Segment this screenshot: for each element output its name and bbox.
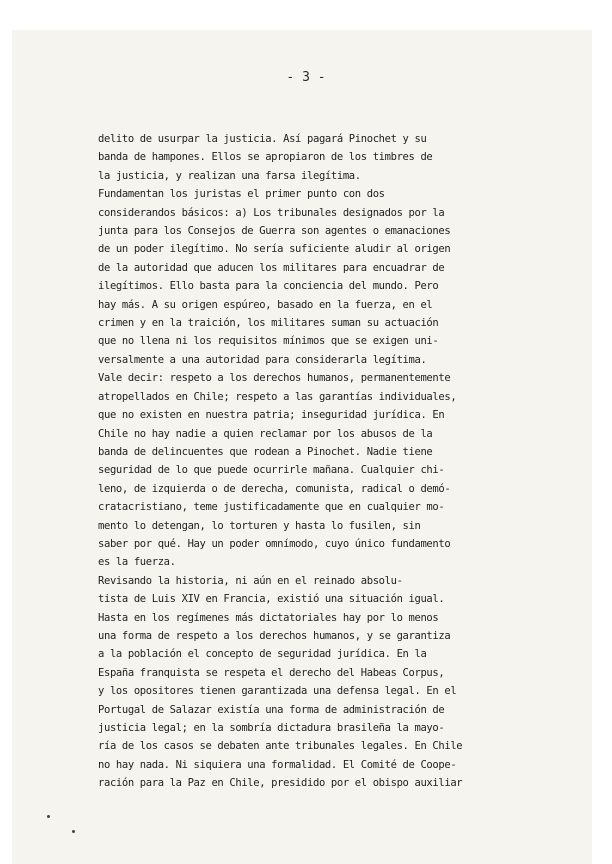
text-line: de un poder ilegítimo. No sería suficiente aludir al origen bbox=[98, 243, 451, 256]
text-line: considerandos básicos: a) Los tribunales designados por la bbox=[98, 206, 445, 219]
text-line: la justicia, y realizan una farsa ilegítima. bbox=[98, 169, 361, 182]
text-line: Vale decir: respeto a los derechos humanos, permanentemente bbox=[98, 372, 451, 385]
text-line: junta para los Consejos de Guerra son agentes o emanaciones bbox=[98, 225, 451, 238]
text-line: mento lo detengan, lo torturen y hasta lo fusilen, sin bbox=[98, 519, 421, 532]
text-line: justicia legal; en la sombría dictadura brasileña la mayo- bbox=[98, 722, 445, 734]
scan-speck bbox=[72, 830, 75, 833]
text-line: España franquista se respeta el derecho del Habeas Corpus, bbox=[98, 666, 445, 679]
text-line: hay más. A su origen espúreo, basado en la fuerza, en el bbox=[98, 298, 433, 311]
text-line: de la autoridad que aducen los militares para encuadrar de bbox=[98, 261, 445, 274]
text-line: a la población el concepto de seguridad jurídica. En la bbox=[98, 648, 427, 661]
text-line: saber por qué. Hay un poder omnímodo, cuyo único fundamento bbox=[98, 537, 451, 550]
text-line: banda de hampones. Ellos se apropiaron de los timbres de bbox=[98, 151, 433, 164]
text-line: Chile no hay nadie a quien reclamar por los abusos de la bbox=[98, 427, 433, 440]
text-line: es la fuerza. bbox=[98, 556, 176, 569]
text-line: Portugal de Salazar existía una forma de administración de bbox=[98, 703, 445, 716]
text-line: que no llena ni los requisitos mínimos que se exigen uni- bbox=[98, 335, 439, 348]
text-line: seguridad de lo que puede ocurrirle mañana. Cualquier chi- bbox=[98, 464, 445, 477]
text-line: ración para la Paz en Chile, presidido por el obispo auxiliar bbox=[98, 777, 463, 790]
text-line: delito de usurpar la justicia. Así pagará Pinochet y su bbox=[98, 133, 427, 145]
text-line: crimen y en la traición, los militares suman su actuación bbox=[98, 317, 439, 330]
text-line: versalmente a una autoridad para considerarla legítima. bbox=[98, 353, 427, 366]
text-line: no hay nada. Ni siquiera una formalidad. El Comité de Coope- bbox=[98, 758, 457, 771]
text-line: Revisando la historia, ni aún en el reinado absolu- bbox=[98, 574, 403, 587]
text-line: ría de los casos se debaten ante tribunales legales. En Chile bbox=[98, 740, 463, 753]
text-line: atropellados en Chile; respeto a las garantías individuales, bbox=[98, 390, 457, 403]
document-body bbox=[98, 130, 543, 793]
text-line: que no existen en nuestra patria; inseguridad jurídica. En bbox=[98, 409, 445, 422]
page-number: - 3 - bbox=[286, 70, 326, 85]
text-line: Hasta en los regímenes más dictatoriales hay por lo menos bbox=[98, 611, 439, 624]
text-line: ilegítimos. Ello basta para la conciencia del mundo. Pero bbox=[98, 280, 439, 293]
text-line: leno, de izquierda o de derecha, comunista, radical o demó- bbox=[98, 482, 451, 495]
text-line: banda de delincuentes que rodean a Pinochet. Nadie tiene bbox=[98, 445, 433, 458]
scan-speck bbox=[47, 815, 50, 818]
text-line: una forma de respeto a los derechos humanos, y se garantiza bbox=[98, 629, 451, 642]
text-line: cratacristiano, teme justificadamente que en cualquier mo- bbox=[98, 501, 445, 514]
text-line: tista de Luis XIV en Francia, existió una situación igual. bbox=[98, 593, 445, 606]
text-line: y los opositores tienen garantizada una defensa legal. En el bbox=[98, 685, 457, 698]
text-line: Fundamentan los juristas el primer punto con dos bbox=[98, 188, 385, 201]
